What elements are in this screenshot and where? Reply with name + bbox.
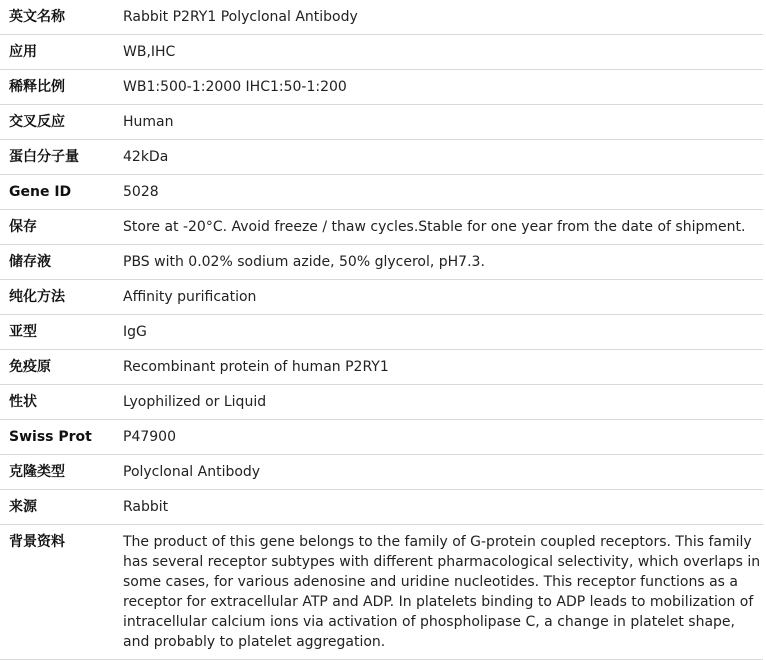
spec-value: 42kDa [114,140,763,175]
spec-row-molecular-weight [0,140,763,175]
spec-value: The product of this gene belongs to the family of G-protein coupled receptors. This family has several receptor subtypes with different pharmacological selectivity, which overlaps in some cases, for various adenosine and uridine nucleotides. This receptor functions as a receptor for extracellular ATP and ADP. In platelets binding to ADP leads to mobilization of intracellular calcium ions via activation of phospholipase C, a change in platelet shape, and probably to platelet aggregation. [114,525,763,660]
spec-label: 稀释比例 [0,70,114,105]
spec-value: IgG [114,315,763,350]
spec-value: Store at -20°C. Avoid freeze / thaw cycles.Stable for one year from the date of shipment. [114,210,763,245]
spec-label: 交叉反应 [0,105,114,140]
spec-row-application [0,35,763,70]
spec-value: Lyophilized or Liquid [114,385,763,420]
spec-value: Human [114,105,763,140]
spec-row-swiss-prot [0,420,763,455]
spec-row-host [0,490,763,525]
spec-row-purification [0,280,763,315]
spec-row-form [0,385,763,420]
spec-row-buffer [0,245,763,280]
spec-label: 免疫原 [0,350,114,385]
spec-row-immunogen [0,350,763,385]
spec-label: 性状 [0,385,114,420]
spec-label: Gene ID [0,175,114,210]
spec-label: 亚型 [0,315,114,350]
spec-row-clonality [0,455,763,490]
spec-row-english-name [0,0,763,35]
spec-value: Recombinant protein of human P2RY1 [114,350,763,385]
spec-label: 应用 [0,35,114,70]
spec-label: 克隆类型 [0,455,114,490]
spec-value: PBS with 0.02% sodium azide, 50% glycerol, pH7.3. [114,245,763,280]
spec-row-background [0,525,763,660]
spec-label: 储存液 [0,245,114,280]
spec-label: 纯化方法 [0,280,114,315]
spec-row-gene-id [0,175,763,210]
spec-value: Polyclonal Antibody [114,455,763,490]
spec-label: Swiss Prot [0,420,114,455]
spec-row-storage [0,210,763,245]
spec-row-dilution [0,70,763,105]
spec-row-isotype [0,315,763,350]
spec-label: 蛋白分子量 [0,140,114,175]
spec-value: WB1:500-1:2000 IHC1:50-1:200 [114,70,763,105]
spec-value: Rabbit [114,490,763,525]
spec-value: Affinity purification [114,280,763,315]
spec-value: WB,IHC [114,35,763,70]
spec-value: Rabbit P2RY1 Polyclonal Antibody [114,0,763,35]
spec-label: 来源 [0,490,114,525]
spec-value: 5028 [114,175,763,210]
spec-value: P47900 [114,420,763,455]
spec-row-reactivity [0,105,763,140]
spec-label: 英文名称 [0,0,114,35]
spec-label: 保存 [0,210,114,245]
spec-label: 背景资料 [0,525,114,660]
